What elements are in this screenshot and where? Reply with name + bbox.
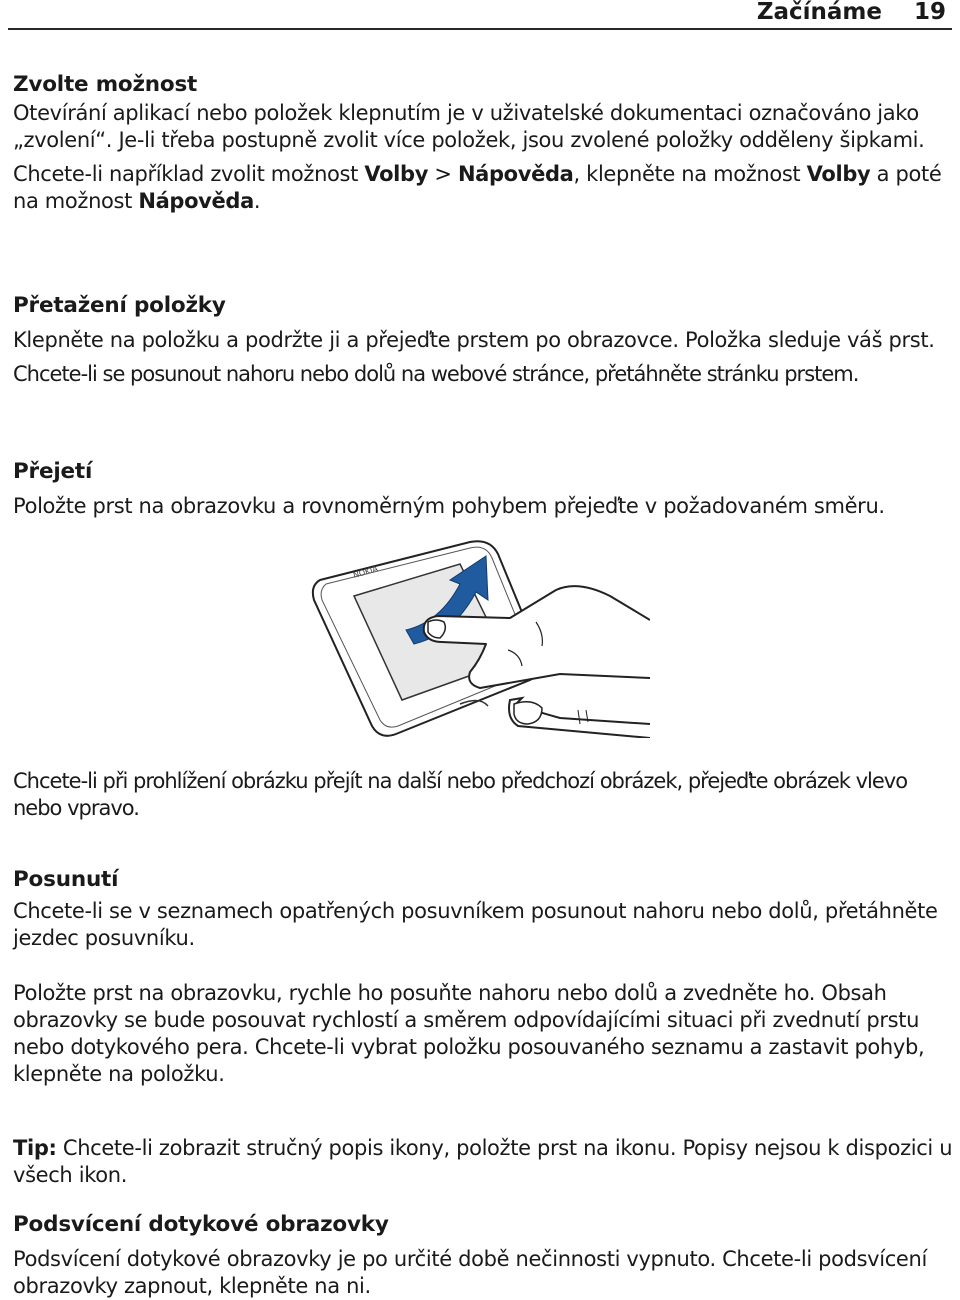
paragraph: Chcete-li při prohlížení obrázku přejít na další nebo předchozí obrázek, přejeďte obrázek vlevo nebo vpravo. [13,769,908,820]
paragraph: Chcete-li se posunout nahoru nebo dolů na webové stránce, přetáhněte stránku prstem. [13,362,859,386]
fingernail [428,620,445,638]
paragraph: Položte prst na obrazovku a rovnoměrným pohybem přejeďte v požadovaném směru. [13,494,885,518]
section-backlight [13,1211,953,1300]
section-scroll [13,866,953,1088]
section-heading: Přetažení položky [13,293,226,318]
option-volby: Volby [806,162,871,186]
phone-brand: NOKIA [352,564,379,580]
paragraph: Otevírání aplikací nebo položek klepnutím je v uživatelské dokumentaci označováno jako „zvolení“. Je-li třeba postupně zvolit více položek, jsou zvolené položky odděleny šipkami. [13,101,925,152]
section-heading: Přejetí [13,459,93,484]
section-heading: Posunutí [13,867,119,892]
paragraph-example: Chcete-li například zvolit možnost Volby > Nápověda, klepněte na možnost Volby a poté na možnost Nápověda. [13,162,942,213]
option-volby: Volby [364,162,429,186]
paragraph: Chcete-li se v seznamech opatřených posuvníkem posunout nahoru nebo dolů, přetáhněte jezdec posuvníku. [13,899,938,950]
paragraph: Položte prst na obrazovku, rychle ho posuňte nahoru nebo dolů a zvedněte ho. Obsah obrazovky se bude posouvat rychlostí a směrem odpovídajícími situaci při zvednutí prstu nebo dotykového pera. Chcete-li vybrat položku posouvaného seznamu a zastavit pohyb, klepněte na položku. [13,981,925,1086]
section-drag [13,292,953,388]
tip-paragraph: Tip: Chcete-li zobrazit stručný popis ikony, položte prst na ikonu. Popisy nejsou k dispozici u všech ikon. [13,1136,953,1187]
chapter-title: Začínáme [756,0,882,25]
phone-swipe-drawing [310,538,650,738]
paragraph: Podsvícení dotykové obrazovky je po určité době nečinnosti vypnuto. Chcete-li podsvícení obrazovky zapnout, klepněte na ni. [13,1247,927,1298]
tip-label: Tip: [13,1136,57,1160]
paragraph: Klepněte na položku a podržte ji a přejeďte prstem po obrazovce. Položka sleduje váš prst. [13,328,935,352]
section-swipe [13,458,953,520]
section-heading: Zvolte možnost [13,72,198,97]
section-swipe-continued [13,768,953,822]
tip-block [13,1135,953,1189]
option-napoveda: Nápověda [138,189,254,213]
section-select [13,71,953,215]
option-napoveda: Nápověda [457,162,574,186]
page-number: 19 [913,0,946,25]
section-heading: Podsvícení dotykové obrazovky [13,1212,389,1237]
swipe-illustration [310,538,650,738]
page-header [8,0,952,30]
